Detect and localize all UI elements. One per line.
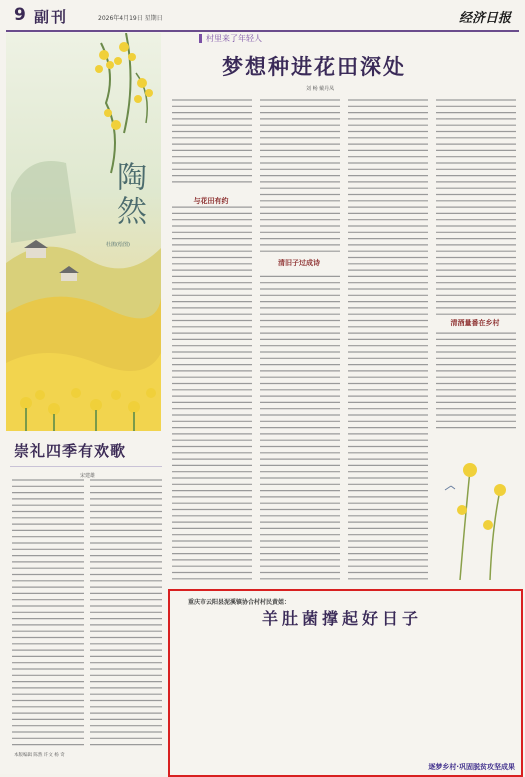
second-headline: 崇礼四季有欢歌 — [14, 442, 127, 460]
lead-headline: 梦想种进花田深处 — [222, 54, 406, 79]
dandelion-art — [430, 430, 520, 580]
art-title: 陶然 — [111, 161, 146, 229]
issue-date: 2026年4月19日 星期日 — [98, 15, 163, 22]
second-byline: 宋建雄 — [80, 473, 96, 479]
section-name: 副刊 — [34, 8, 69, 26]
editor-credit: 本版编辑 陈然 许文 杨 奇 — [14, 753, 65, 758]
page-number: 9 — [14, 5, 26, 25]
subhead-2: 清旧子过成诗 — [278, 258, 320, 267]
newspaper-name: 经济日报 — [458, 11, 511, 26]
feature-story-box — [168, 589, 523, 777]
lead-byline: 刘 畅 戴丹凤 — [306, 86, 335, 92]
divider — [10, 466, 162, 467]
subhead-3: 清酒量番在乡村 — [450, 318, 500, 327]
feature-kicker: 重庆市云阳县泥溪镇协合村村民黄姐： — [188, 599, 291, 606]
lead-kicker: 村里来了年轻人 — [199, 33, 499, 44]
art-caption: 杜鹃(绘图) — [106, 242, 130, 248]
feature-headline: 羊肚菌撑起好日子 — [262, 609, 423, 628]
feature-tag: 逐梦乡村·巩固脱贫攻坚成果 — [428, 763, 515, 771]
subhead-1: 与花田有约 — [193, 196, 229, 206]
